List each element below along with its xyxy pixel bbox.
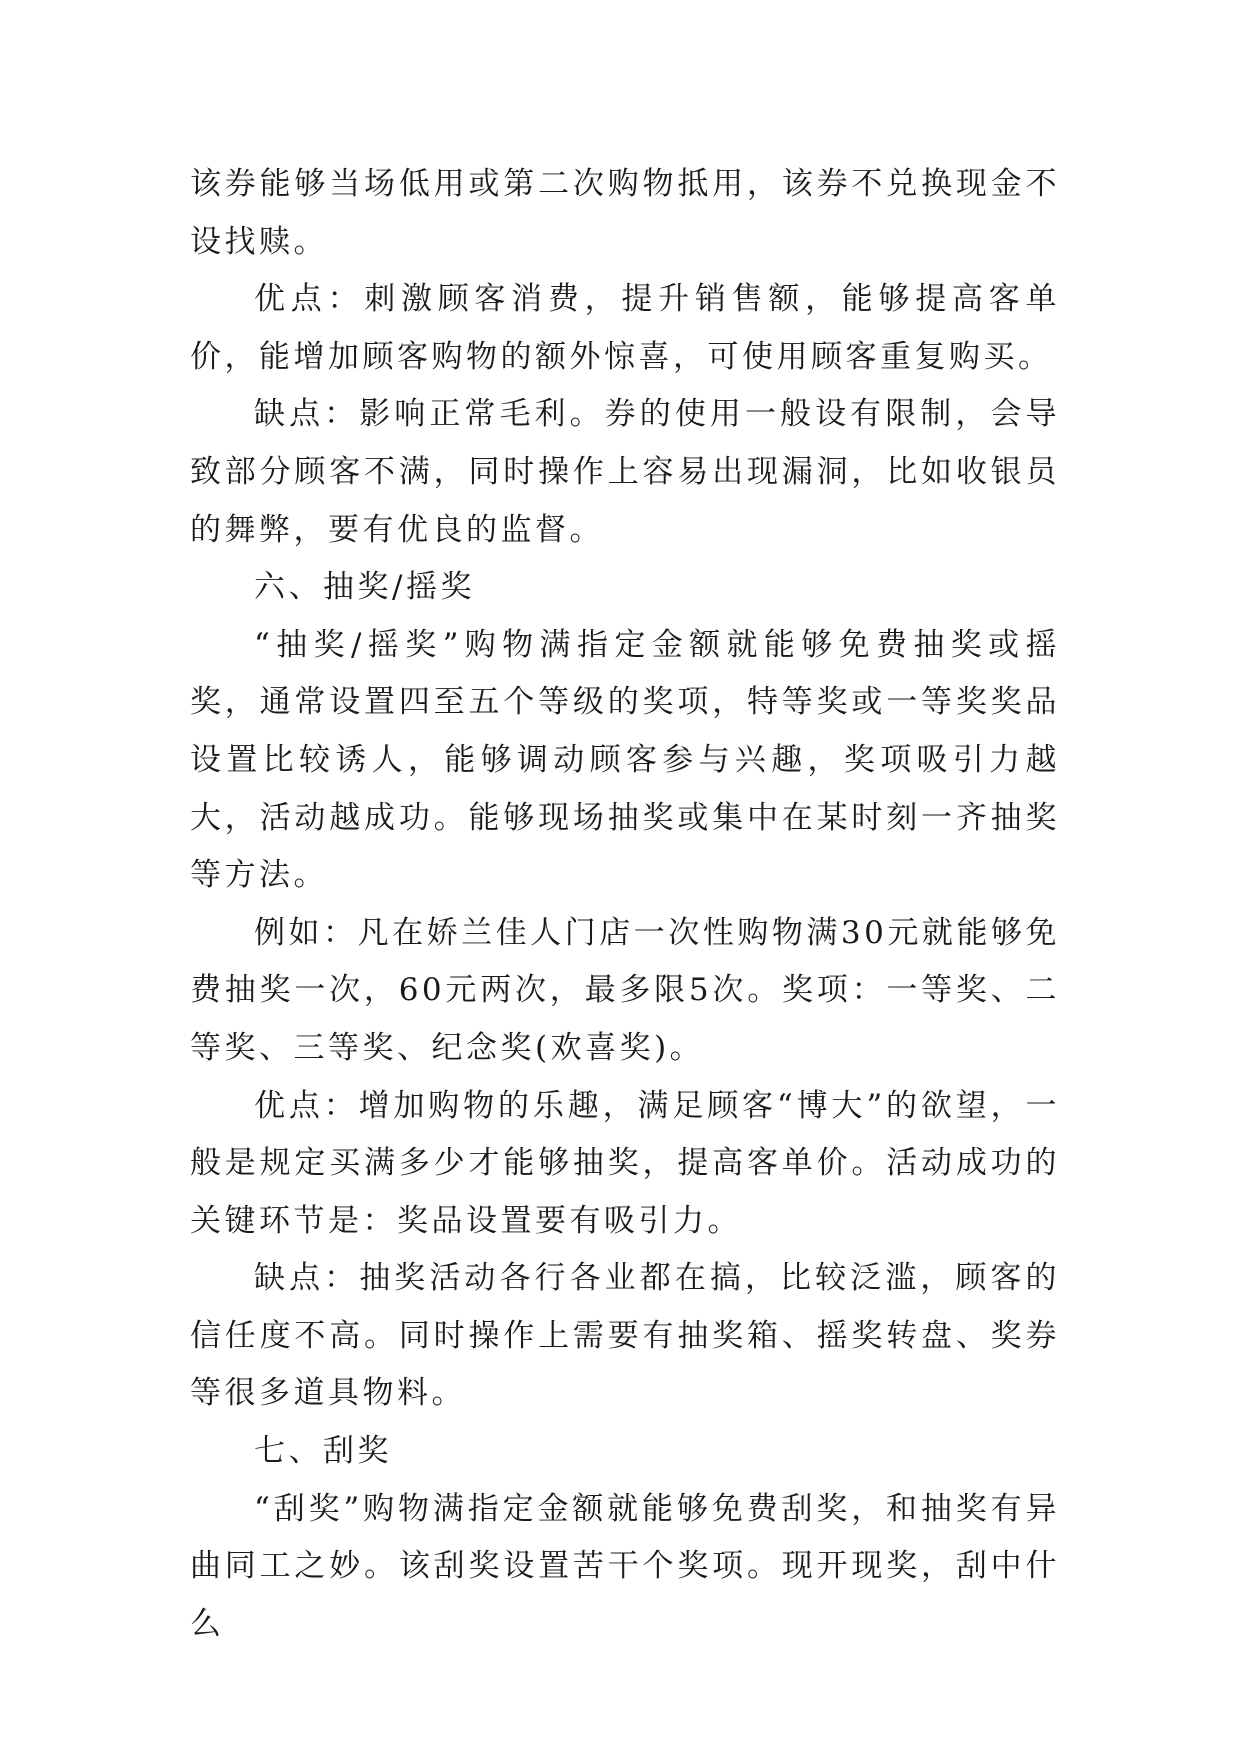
section-heading-scratch: 七、刮奖 (254, 1433, 392, 1470)
paragraph-lottery-example: 例如：凡在娇兰佳人门店一次性购物满30元就能够免费抽奖一次，60元两次，最多限5次。奖项：一等奖、二等奖、三等奖、纪念奖(欢喜奖)。 (190, 914, 1060, 1066)
paragraph-lottery-disadvantages: 缺点：抽奖活动各行各业都在搞，比较泛滥，顾客的信任度不高。同时操作上需要有抽奖箱、摇奖转盘、奖券等很多道具物料。 (190, 1260, 1060, 1412)
document-body (190, 156, 1060, 1653)
paragraph-coupon-disadvantages: 缺点：影响正常毛利。券的使用一般设有限制，会导致部分顾客不满，同时操作上容易出现漏洞，比如收银员的舞弊，要有优良的监督。 (190, 396, 1060, 548)
paragraph-scratch-description: “刮奖”购物满指定金额就能够免费刮奖，和抽奖有异曲同工之妙。该刮奖设置苦干个奖项。现开现奖，刮中什么 (190, 1490, 1060, 1642)
paragraph-lottery-description: “抽奖/摇奖”购物满指定金额就能够免费抽奖或摇奖，通常设置四至五个等级的奖项，特等奖或一等奖奖品设置比较诱人，能够调动顾客参与兴趣，奖项吸引力越大，活动越成功。能够现场抽奖或集中在某时刻一齐抽奖等方法。 (190, 626, 1060, 894)
paragraph-coupon-usage: 该券能够当场低用或第二次购物抵用，该券不兑换现金不设找赎。 (190, 166, 1060, 260)
paragraph-lottery-advantages: 优点：增加购物的乐趣，满足顾客“博大”的欲望，一般是规定买满多少才能够抽奖，提高客单价。活动成功的关键环节是：奖品设置要有吸引力。 (190, 1087, 1060, 1239)
paragraph-coupon-advantages: 优点：刺激顾客消费，提升销售额，能够提高客单价，能增加顾客购物的额外惊喜，可使用顾客重复购买。 (190, 281, 1060, 375)
section-heading-lottery: 六、抽奖/摇奖 (254, 569, 475, 606)
